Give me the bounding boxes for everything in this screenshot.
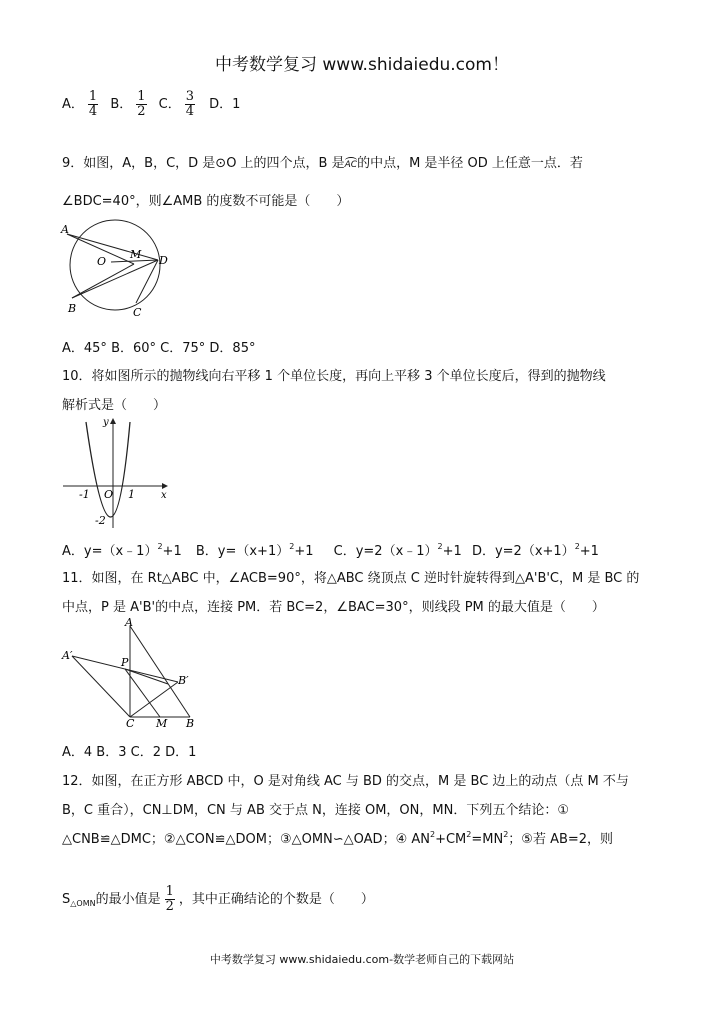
label-b: B xyxy=(68,302,77,315)
label-neg1: -1 xyxy=(79,488,90,501)
q10-line2: 解析式是（ ） xyxy=(62,398,167,413)
q8-options xyxy=(62,90,240,119)
label-a-prime: A′ xyxy=(62,649,73,662)
q8-option-a-fraction: $\frac{1}{4}$ xyxy=(88,89,98,119)
page-header: 中考数学复习 www.shidaiedu.com！ xyxy=(215,55,509,75)
q8-option-b-fraction: $\frac{1}{2}$ xyxy=(137,89,146,119)
q8-option-d: D．1 xyxy=(209,97,241,112)
label-origin: O xyxy=(104,488,114,501)
q12-line3: △CNB≌△DMC；②△CON≌△DOM；③△OMN∽△OAD；④ $AN^2+CM^2=MN^2$；⑤若 AB=2，则 xyxy=(62,830,614,847)
q9-circle-figure xyxy=(58,218,178,320)
label-p: P xyxy=(121,656,129,669)
q10-line1: 10．将如图所示的抛物线向右平移 1 个单位长度，再向上平移 3 个单位长度后，得到的抛物线 xyxy=(62,369,606,384)
label-c: C xyxy=(126,717,135,728)
label-d: D xyxy=(159,254,168,267)
q8-option-b-label: B． xyxy=(110,97,133,112)
label-o: O xyxy=(97,255,107,268)
q9-options: A．45° B．60° C．75° D．85° xyxy=(62,341,256,356)
q12-line2: B，C 重合），CN⊥DM，CN 与 AB 交于点 N，连接 OM，ON，MN．下列五个结论：① xyxy=(62,803,569,818)
label-c: C xyxy=(133,306,142,319)
label-b: B xyxy=(186,717,195,728)
q12-fraction: $\frac{1}{2}$ xyxy=(165,884,174,914)
label-a: A xyxy=(61,223,69,236)
label-one: 1 xyxy=(128,488,135,501)
q9-line1: 9．如图，A，B，C，D 是⊙O 上的四个点，B 是AC的中点，M 是半径 OD 上任意一点．若 xyxy=(62,156,583,171)
q10-options: A．y=（x﹣1）$^2$+1 B．$y=(x+1)^2+1$ C．y=2（x﹣1）$^2$+1 D．$y=2(x+1)^2+1$ xyxy=(62,542,599,559)
label-y-axis: y xyxy=(103,417,109,428)
label-m: M xyxy=(156,717,168,728)
q9-line2: ∠BDC=40°，则∠AMB 的度数不可能是（ ） xyxy=(62,194,350,209)
page-footer: 中考数学复习 www.shidaiedu.com-数学老师自己的下载网站 xyxy=(209,953,515,966)
label-x-axis: x xyxy=(161,490,167,501)
q8-option-c-label: C． xyxy=(158,97,181,112)
label-neg2: -2 xyxy=(95,514,106,527)
arc-ac-symbol: AC xyxy=(344,160,358,170)
q10-parabola-figure xyxy=(58,414,173,532)
q11-options: A．4 B．3 C．2 D．1 xyxy=(62,745,197,760)
label-a: A xyxy=(125,616,133,629)
q11-line2: 中点，P 是 A'B'的中点，连接 PM．若 BC=2，∠BAC=30°，则线段 PM 的最大值是（ ） xyxy=(62,600,605,615)
q8-option-c-fraction: $\frac{3}{4}$ xyxy=(185,89,195,119)
label-b-prime: B′ xyxy=(178,674,189,687)
q11-triangle-figure xyxy=(58,614,203,728)
label-m: M xyxy=(130,248,142,261)
q12-line1: 12．如图，在正方形 ABCD 中，O 是对角线 AC 与 BD 的交点，M 是 BC 边上的动点（点 M 不与 xyxy=(62,774,629,789)
q8-option-a-label: A． xyxy=(62,97,84,112)
q11-line1: 11．如图，在 Rt△ABC 中，∠ACB=90°，将△ABC 绕顶点 C 逆时针旋转得到△A'B'C，M 是 BC 的 xyxy=(62,571,640,586)
q12-line4: $S_{\triangle OMN}$的最小值是 $\frac{1}{2}$ ，其中正确结论的个数是（ ） xyxy=(62,884,374,914)
